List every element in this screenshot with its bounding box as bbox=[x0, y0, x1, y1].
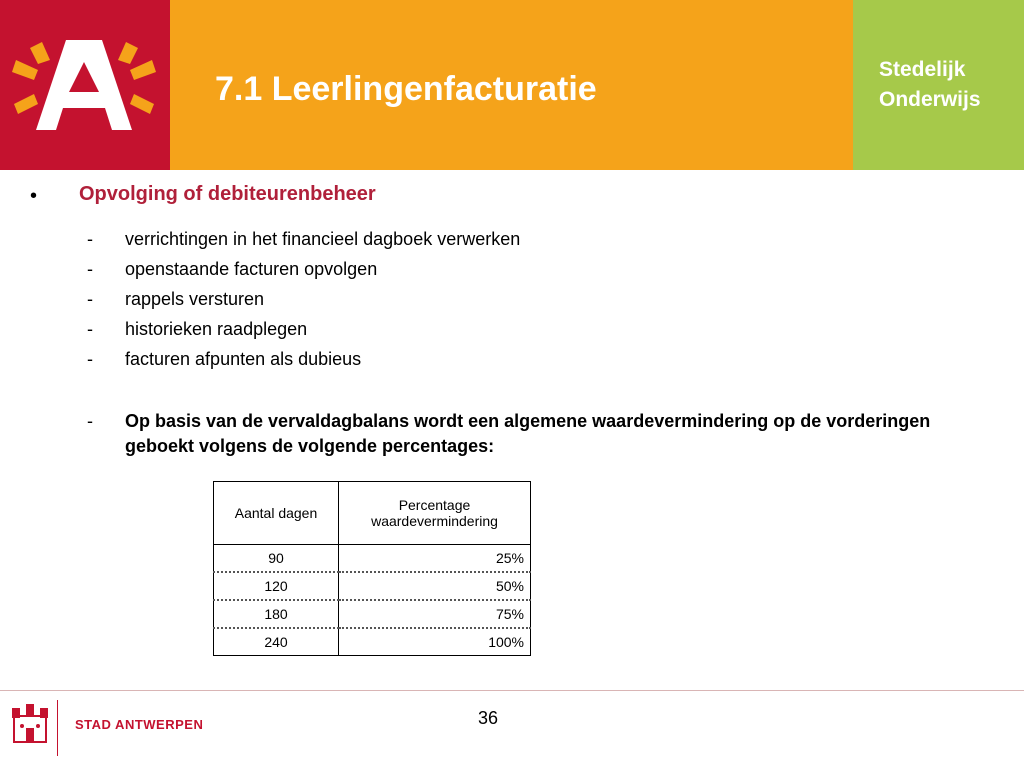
cell-days: 90 bbox=[214, 545, 339, 573]
list-item-text: facturen afpunten als dubieus bbox=[125, 349, 362, 369]
cell-days: 120 bbox=[214, 572, 339, 600]
list-item-text: verrichtingen in het financieel dagboek verwerken bbox=[125, 229, 521, 249]
dash-marker: - bbox=[87, 319, 93, 339]
table-row bbox=[214, 600, 531, 628]
cell-days: 240 bbox=[214, 628, 339, 656]
dash-marker: - bbox=[87, 289, 93, 309]
percentage-table bbox=[213, 481, 531, 656]
bold-list-item bbox=[87, 409, 987, 459]
footer-divider bbox=[0, 690, 1024, 691]
bullet-dot: • bbox=[30, 185, 38, 207]
list-item-text: openstaande facturen opvolgen bbox=[125, 259, 378, 279]
list-item-text: historieken raadplegen bbox=[125, 319, 308, 339]
list-item-text: rappels versturen bbox=[125, 289, 265, 309]
table-header-row bbox=[214, 482, 531, 545]
footer-brand: STAD ANTWERPEN bbox=[75, 717, 204, 732]
antwerp-a-logo-icon bbox=[8, 30, 160, 140]
cell-percentage: 50% bbox=[339, 572, 531, 600]
cell-percentage: 25% bbox=[339, 545, 531, 573]
cell-percentage: 75% bbox=[339, 600, 531, 628]
dash-marker: - bbox=[87, 349, 93, 369]
footer-separator bbox=[57, 700, 58, 756]
brand-label bbox=[879, 55, 981, 115]
table-row bbox=[214, 628, 531, 656]
column-header-days: Aantal dagen bbox=[214, 482, 339, 545]
table-row bbox=[214, 545, 531, 573]
slide-title: 7.1 Leerlingenfacturatie bbox=[215, 70, 597, 108]
dash-marker: - bbox=[87, 259, 93, 279]
dash-marker: - bbox=[87, 411, 93, 431]
antwerp-castle-crest-icon bbox=[10, 702, 50, 744]
cell-percentage: 100% bbox=[339, 628, 531, 656]
section-heading: Opvolging of debiteurenbeheer bbox=[79, 183, 376, 205]
dash-marker: - bbox=[87, 229, 93, 249]
table-row bbox=[214, 572, 531, 600]
bold-item-text: Op basis van de vervaldagbalans wordt een algemene waardevermindering op de vorderingen geboekt volgens de volgende percentages: bbox=[125, 411, 931, 456]
brand-line-1: Stedelijk bbox=[879, 58, 966, 81]
page-number: 36 bbox=[478, 708, 499, 728]
column-header-percentage: Percentage waardevermindering bbox=[339, 482, 531, 545]
cell-days: 180 bbox=[214, 600, 339, 628]
brand-line-2: Onderwijs bbox=[879, 88, 981, 111]
